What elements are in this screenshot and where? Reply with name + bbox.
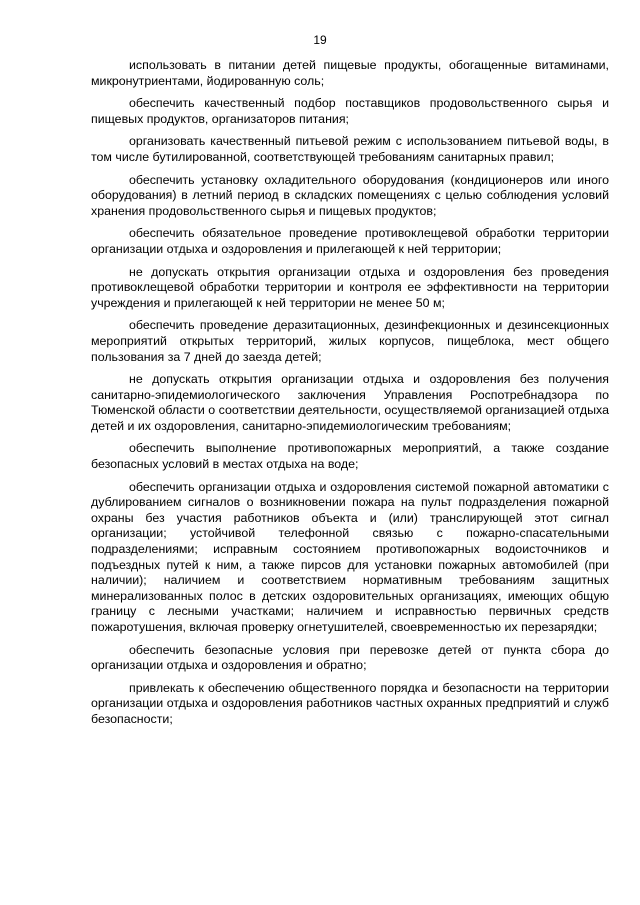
document-body (91, 58, 609, 735)
paragraph-fire-safety-water: обеспечить выполнение противопожарных мероприятий, а также создание безопасных условий в местах отдыха на воде; (91, 441, 609, 472)
paragraph-sanitary-conclusion: не допускать открытия организации отдыха и оздоровления без получения санитарно-эпидемиологического заключения Управления Роспотребнадзора по Тюменской области о соответствии деятельности, осуществляемой организацией отдыха детей и их оздоровления, санитарно-эпидемиологическим требованиям; (91, 372, 609, 433)
paragraph-public-order: привлекать к обеспечению общественного порядка и безопасности на территории организации отдыха и оздоровления работников частных охранных предприятий и служб безопасности; (91, 680, 609, 726)
paragraph-fire-alarm-system: обеспечить организации отдыха и оздоровления системой пожарной автоматики с дублированием сигналов о возникновении пожара на пульт подразделения пожарной охраны без участия работников объекта и (или) транслирующей этот сигнал организации; устойчивой телефонной связью с пожарно-спасательными подразделениями; исправным состоянием противопожарных водоисточников и подъездных путей к ним, а также пирсов для установки пожарных автомобилей (при наличии); наличием и соответствием нормативным требованиям защитных минерализованных полос в детских оздоровительных организациях, имеющих общую границу с лесными участками; наличием и исправностью первичных средств пожаротушения, включая проверку огнетушителей, своевременностью их перезарядки; (91, 479, 609, 634)
paragraph-cooling-equipment: обеспечить установку охладительного оборудования (кондиционеров или иного оборудования) в летний период в складских помещениях с целью соблюдения условий хранения продовольственного сырья и пищевых продуктов; (91, 172, 609, 218)
paragraph-transport-safety: обеспечить безопасные условия при перевозке детей от пункта сбора до организации отдыха и оздоровления и обратно; (91, 642, 609, 673)
paragraph-fortified-products: использовать в питании детей пищевые продукты, обогащенные витаминами, микронутриентами, йодированную соль; (91, 58, 609, 88)
page-number: 19 (313, 33, 327, 47)
paragraph-drinking-regime: организовать качественный питьевой режим с использованием питьевой воды, в том числе бутилированной, соответствующей требованиям санитарных правил; (91, 134, 609, 164)
paragraph-disinfection-measures: обеспечить проведение деразитационных, дезинфекционных и дезинсекционных мероприятий открытых территорий, жилых корпусов, пищеблока, мест общего пользования за 7 дней до заезда детей; (91, 318, 609, 364)
paragraph-no-opening-without-treatment: не допускать открытия организации отдыха и оздоровления без проведения противоклещевой обработки территории и контроля ее эффективности на территории учреждения и прилегающей к ней территории не менее 50 м; (91, 264, 609, 310)
paragraph-tick-treatment: обеспечить обязательное проведение противоклещевой обработки территории организации отдыха и оздоровления и прилегающей к ней территории; (91, 226, 609, 256)
paragraph-suppliers-selection: обеспечить качественный подбор поставщиков продовольственного сырья и пищевых продуктов, организаторов питания; (91, 96, 609, 126)
